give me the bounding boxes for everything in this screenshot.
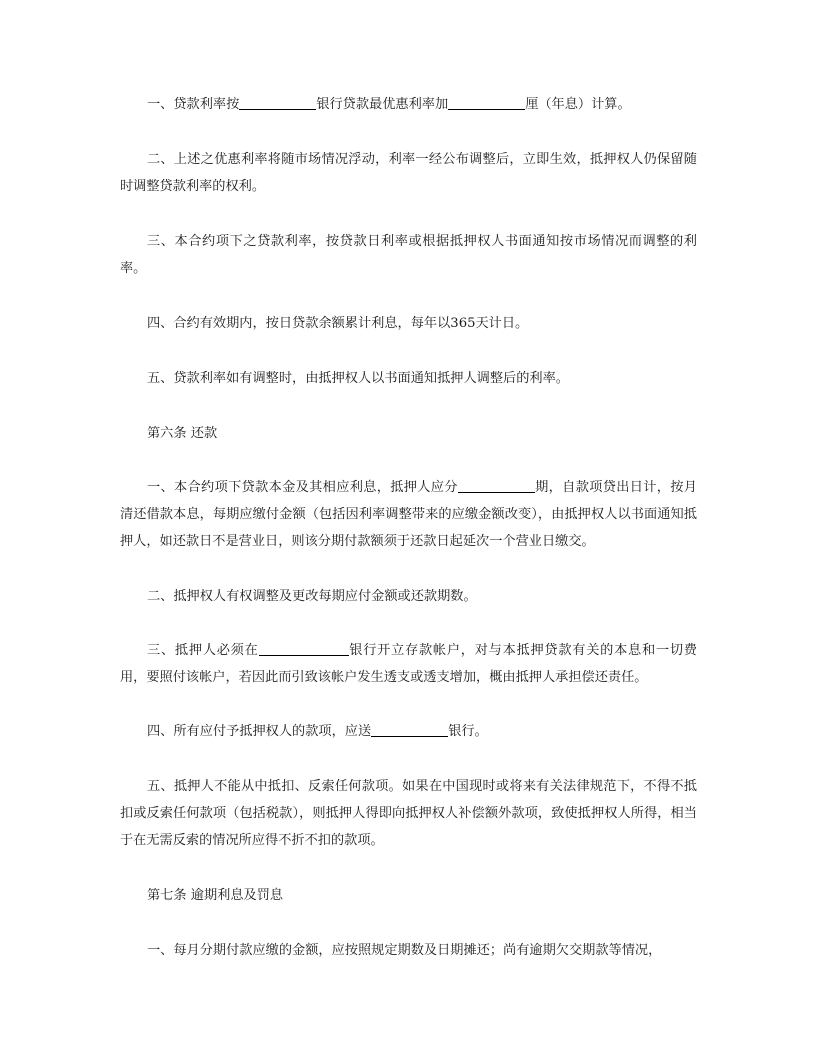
blank-line bbox=[259, 641, 349, 656]
article-heading-overdue: 第七条 逾期利息及罚息 bbox=[147, 888, 284, 903]
text-segment: 一、贷款利率按 bbox=[147, 97, 240, 112]
paragraph-interest-rate-basis bbox=[120, 91, 697, 118]
paragraph-installments bbox=[120, 474, 697, 555]
text-segment: 三、抵押人必须在 bbox=[147, 643, 259, 658]
paragraph-daily-interest: 四、合约有效期内，按日贷款余额累计利息，每年以365天计日。 bbox=[147, 316, 529, 331]
blank-line bbox=[371, 722, 448, 737]
paragraph-loan-rate: 三、本合约项下之贷款利率，按贷款日利率或根据抵押权人书面通知按市场情况而调整的利率。 bbox=[120, 234, 697, 276]
text-segment: 银行贷款最优惠利率加 bbox=[316, 97, 449, 112]
paragraph-monthly-installment: 一、每月分期付款应缴的金额，应按照规定期数及日期摊还；尚有逾期欠交期款等情况， bbox=[147, 943, 662, 958]
text-segment: 期，自款项贷出日计，按月清还借款本息，每期应缴付金额（包括因利率调整带来的应缴金额改变），由抵押权人以书面通知抵押人，如还款日不是营业日，则该分期付款额须于还款日起延次一个营业日缴交。 bbox=[120, 480, 697, 549]
text-segment: 四、所有应付予抵押权人的款项，应送 bbox=[147, 724, 372, 739]
paragraph-deposit-account bbox=[120, 637, 697, 691]
blank-line bbox=[458, 478, 535, 493]
paragraph-rate-notice: 五、贷款利率如有调整时，由抵押权人以书面通知抵押人调整后的利率。 bbox=[147, 371, 569, 386]
text-segment: 银行开立存款帐户，对与本抵押贷款有关的本息和一切费用，要照付该帐户，若因此而引致该帐户发生透支或透支增加，概由抵押人承担偿还责任。 bbox=[120, 643, 697, 685]
article-heading-repayment: 第六条 还款 bbox=[147, 426, 218, 441]
text-segment: 厘（年息）计算。 bbox=[525, 97, 631, 112]
blank-line bbox=[239, 95, 316, 110]
blank-line bbox=[448, 95, 525, 110]
text-segment: 银行。 bbox=[448, 724, 488, 739]
paragraph-payment-bank bbox=[120, 718, 697, 745]
paragraph-adjust-installments: 二、抵押权人有权调整及更改每期应付金额或还款期数。 bbox=[147, 589, 477, 604]
paragraph-no-offset: 五、抵押人不能从中抵扣、反索任何款项。如果在中国现时或将来有关法律规范下，不得不抵扣或反索任何款项（包括税款），则抵押人得即向抵押权人补偿额外款项，致使抵押权人所得，相当于在无需反索的情况所应得不折不扣的款项。 bbox=[120, 779, 697, 848]
paragraph-floating-rate: 二、上述之优惠利率将随市场情况浮动，利率一经公布调整后，立即生效，抵押权人仍保留随时调整贷款利率的权利。 bbox=[120, 152, 697, 194]
text-segment: 一、本合约项下贷款本金及其相应利息，抵押人应分 bbox=[147, 480, 458, 495]
